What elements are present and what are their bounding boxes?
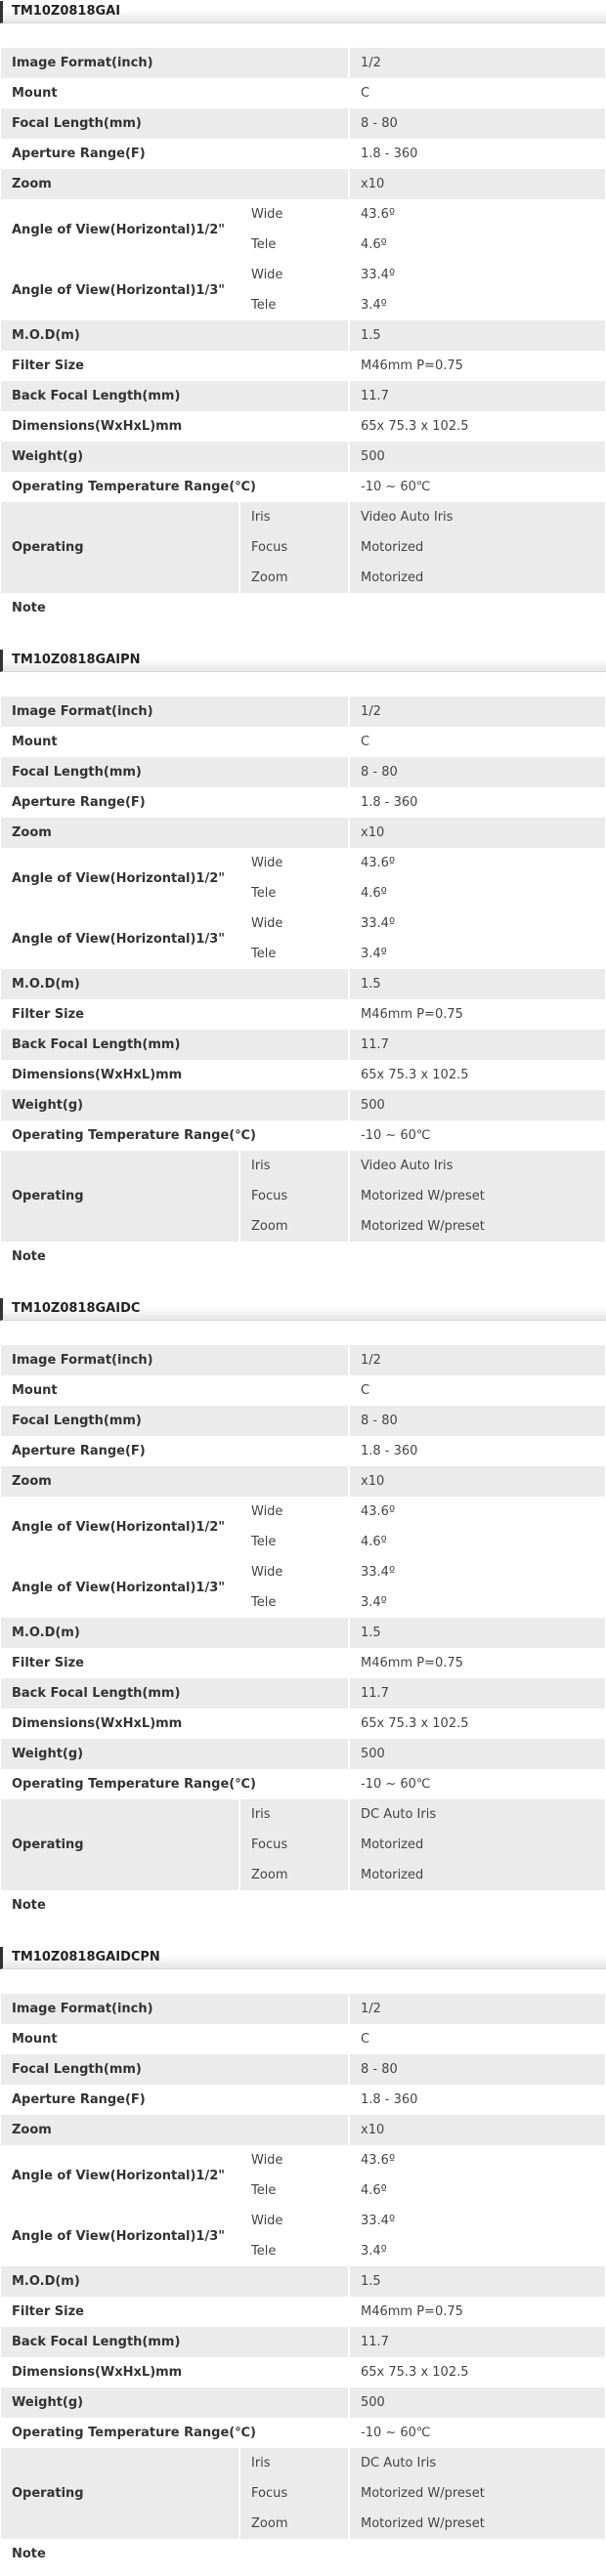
row-label: Operating <box>1 1151 238 1242</box>
row-label: Angle of View(Horizontal)1/3" <box>1 2206 238 2266</box>
table-row <box>1 1466 605 1497</box>
row-value: 11.7 <box>348 1678 605 1709</box>
product-section <box>0 650 606 1297</box>
table-row <box>1 2085 605 2115</box>
row-label: Operating <box>1 2448 238 2539</box>
row-sublabel: Wide <box>238 2206 348 2236</box>
row-value: x10 <box>348 818 605 848</box>
table-row <box>1 727 605 757</box>
row-sublabel: Zoom <box>238 1211 348 1242</box>
row-label: Weight(g) <box>1 1739 348 1769</box>
row-value: Video Auto Iris <box>348 502 605 532</box>
row-value: C <box>348 727 605 757</box>
row-label: Operating <box>1 502 238 593</box>
row-sublabel: Focus <box>238 1181 348 1211</box>
table-row <box>1 472 605 502</box>
row-label: Mount <box>1 727 348 757</box>
product-title: TM10Z0818GAIPN <box>0 650 606 672</box>
table-row <box>1 2297 605 2327</box>
table-row <box>1 2418 605 2448</box>
row-label: Image Format(inch) <box>1 697 348 727</box>
table-row <box>1 1151 605 1181</box>
table-row <box>1 502 605 532</box>
row-value: x10 <box>348 1466 605 1497</box>
row-sublabel: Tele <box>238 939 348 969</box>
table-row <box>1 1739 605 1769</box>
row-label: Angle of View(Horizontal)1/2" <box>1 199 238 260</box>
row-label: Weight(g) <box>1 442 348 472</box>
table-row <box>1 2054 605 2085</box>
row-label: Operating <box>1 1799 238 1890</box>
table-row <box>1 199 605 230</box>
row-sublabel: Wide <box>238 908 348 939</box>
row-value: 4.6º <box>348 2175 605 2206</box>
row-sublabel: Tele <box>238 1587 348 1618</box>
table-row <box>1 139 605 169</box>
row-label: Aperture Range(F) <box>1 2085 348 2115</box>
row-sublabel: Zoom <box>238 2509 348 2539</box>
row-label: Dimensions(WxHxL)mm <box>1 1709 348 1739</box>
row-label: Filter Size <box>1 1648 348 1678</box>
product-title: TM10Z0818GAIDC <box>0 1298 606 1321</box>
row-label: Mount <box>1 78 348 108</box>
row-label: M.O.D(m) <box>1 320 348 351</box>
table-row <box>1 969 605 999</box>
row-value: 1/2 <box>348 1345 605 1375</box>
row-sublabel: Wide <box>238 1497 348 1527</box>
row-value: 65x 75.3 x 102.5 <box>348 411 605 442</box>
row-value: 8 - 80 <box>348 2054 605 2085</box>
table-row <box>1 1497 605 1527</box>
table-row <box>1 1678 605 1709</box>
spacer <box>0 1969 606 1994</box>
row-value: 1.5 <box>348 1618 605 1648</box>
table-row <box>1 78 605 108</box>
row-label: Dimensions(WxHxL)mm <box>1 411 348 442</box>
row-value: Motorized W/preset <box>348 1211 605 1242</box>
row-label: M.O.D(m) <box>1 1618 348 1648</box>
table-row <box>1 320 605 351</box>
note-label: Note <box>1 2539 605 2569</box>
row-label: M.O.D(m) <box>1 2266 348 2297</box>
row-label: Mount <box>1 1375 348 1406</box>
table-row <box>1 1120 605 1151</box>
row-label: Operating Temperature Range(℃) <box>1 1120 348 1151</box>
table-row <box>1 1994 605 2024</box>
row-sublabel: Iris <box>238 1151 348 1181</box>
row-value: 11.7 <box>348 2327 605 2357</box>
row-value: 33.4º <box>348 1557 605 1587</box>
row-value: -10 ~ 60℃ <box>348 2418 605 2448</box>
row-label: Angle of View(Horizontal)1/3" <box>1 908 238 969</box>
table-row <box>1 442 605 472</box>
row-value: 65x 75.3 x 102.5 <box>348 2357 605 2387</box>
row-value: 43.6º <box>348 848 605 878</box>
row-value: M46mm P=0.75 <box>348 999 605 1030</box>
row-value: M46mm P=0.75 <box>348 351 605 381</box>
table-row <box>1 108 605 139</box>
table-row <box>1 1436 605 1466</box>
row-value: DC Auto Iris <box>348 2448 605 2478</box>
table-row <box>1 697 605 727</box>
table-row <box>1 908 605 939</box>
row-value: Motorized <box>348 1860 605 1890</box>
table-row <box>1 1375 605 1406</box>
product-title: TM10Z0818GAIDCPN <box>0 1947 606 1969</box>
note-label: Note <box>1 1242 605 1272</box>
row-sublabel: Wide <box>238 1557 348 1587</box>
table-row <box>1 1769 605 1799</box>
table-row <box>1 2115 605 2145</box>
table-row <box>1 351 605 381</box>
table-row <box>1 1618 605 1648</box>
row-value: -10 ~ 60℃ <box>348 1120 605 1151</box>
row-value: 1.5 <box>348 2266 605 2297</box>
table-row <box>1 2357 605 2387</box>
table-row <box>1 411 605 442</box>
row-value: 1.8 - 360 <box>348 139 605 169</box>
spacer <box>0 23 606 48</box>
row-label: Back Focal Length(mm) <box>1 1030 348 1060</box>
row-label: Focal Length(mm) <box>1 108 348 139</box>
row-label: Zoom <box>1 818 348 848</box>
row-sublabel: Wide <box>238 848 348 878</box>
row-sublabel: Focus <box>238 1830 348 1860</box>
row-value: 1.8 - 360 <box>348 2085 605 2115</box>
row-value: 11.7 <box>348 1030 605 1060</box>
row-value: 1.5 <box>348 969 605 999</box>
row-value: 1.5 <box>348 320 605 351</box>
row-value: 11.7 <box>348 381 605 411</box>
row-label: Zoom <box>1 2115 348 2145</box>
row-value: M46mm P=0.75 <box>348 1648 605 1678</box>
table-row <box>1 2266 605 2297</box>
row-label: Image Format(inch) <box>1 1994 348 2024</box>
row-label: Aperture Range(F) <box>1 139 348 169</box>
row-value: M46mm P=0.75 <box>348 2297 605 2327</box>
row-label: Angle of View(Horizontal)1/3" <box>1 1557 238 1618</box>
table-row <box>1 2024 605 2054</box>
row-value: Motorized W/preset <box>348 2478 605 2509</box>
row-value: Motorized <box>348 532 605 563</box>
table-row <box>1 999 605 1030</box>
table-row <box>1 1648 605 1678</box>
table-row <box>1 1345 605 1375</box>
row-value: 8 - 80 <box>348 757 605 787</box>
row-value: x10 <box>348 169 605 199</box>
row-value: 43.6º <box>348 1497 605 1527</box>
row-label: Zoom <box>1 1466 348 1497</box>
row-label: Angle of View(Horizontal)1/2" <box>1 848 238 908</box>
row-value: 500 <box>348 1090 605 1120</box>
row-label: Image Format(inch) <box>1 48 348 78</box>
row-value: 500 <box>348 442 605 472</box>
row-value: 4.6º <box>348 230 605 260</box>
row-label: Weight(g) <box>1 2387 348 2418</box>
row-label: Filter Size <box>1 351 348 381</box>
row-value: 65x 75.3 x 102.5 <box>348 1709 605 1739</box>
row-label: Filter Size <box>1 999 348 1030</box>
row-label: Angle of View(Horizontal)1/2" <box>1 2145 238 2206</box>
row-value: Motorized <box>348 563 605 593</box>
row-sublabel: Iris <box>238 502 348 532</box>
row-label: M.O.D(m) <box>1 969 348 999</box>
row-value: C <box>348 1375 605 1406</box>
row-label: Image Format(inch) <box>1 1345 348 1375</box>
table-row <box>1 1060 605 1090</box>
row-value: Video Auto Iris <box>348 1151 605 1181</box>
product-title: TM10Z0818GAI <box>0 1 606 23</box>
row-label: Focal Length(mm) <box>1 1406 348 1436</box>
row-value: Motorized W/preset <box>348 2509 605 2539</box>
row-value: 1/2 <box>348 48 605 78</box>
row-sublabel: Zoom <box>238 1860 348 1890</box>
product-section <box>0 1 606 649</box>
row-value: 1.8 - 360 <box>348 1436 605 1466</box>
row-value: 8 - 80 <box>348 1406 605 1436</box>
row-value: 4.6º <box>348 1527 605 1557</box>
table-row <box>1 2327 605 2357</box>
table-row <box>1 1557 605 1587</box>
row-label: Angle of View(Horizontal)1/3" <box>1 260 238 320</box>
row-sublabel: Zoom <box>238 563 348 593</box>
row-label: Operating Temperature Range(℃) <box>1 472 348 502</box>
row-value: Motorized <box>348 1830 605 1860</box>
note-label: Note <box>1 593 605 623</box>
row-value: 500 <box>348 1739 605 1769</box>
row-label: Zoom <box>1 169 348 199</box>
table-row <box>1 260 605 290</box>
row-value: 500 <box>348 2387 605 2418</box>
table-row <box>1 1242 605 1272</box>
row-label: Back Focal Length(mm) <box>1 381 348 411</box>
row-sublabel: Tele <box>238 2175 348 2206</box>
table-row <box>1 2448 605 2478</box>
product-section <box>0 1298 606 1946</box>
row-label: Operating Temperature Range(℃) <box>1 1769 348 1799</box>
row-sublabel: Focus <box>238 2478 348 2509</box>
table-row <box>1 1890 605 1921</box>
row-sublabel: Tele <box>238 290 348 320</box>
table-row <box>1 2387 605 2418</box>
table-row <box>1 1406 605 1436</box>
row-label: Back Focal Length(mm) <box>1 2327 348 2357</box>
row-value: 4.6º <box>348 878 605 908</box>
row-sublabel: Iris <box>238 2448 348 2478</box>
row-sublabel: Iris <box>238 1799 348 1830</box>
row-sublabel: Tele <box>238 2236 348 2266</box>
row-value: x10 <box>348 2115 605 2145</box>
row-value: 33.4º <box>348 260 605 290</box>
row-label: Back Focal Length(mm) <box>1 1678 348 1709</box>
row-value: 33.4º <box>348 2206 605 2236</box>
row-value: 8 - 80 <box>348 108 605 139</box>
row-value: 1/2 <box>348 697 605 727</box>
row-label: Aperture Range(F) <box>1 1436 348 1466</box>
row-value: -10 ~ 60℃ <box>348 472 605 502</box>
product-section <box>0 1947 606 2576</box>
row-value: 3.4º <box>348 1587 605 1618</box>
row-value: 1/2 <box>348 1994 605 2024</box>
table-row <box>1 2539 605 2569</box>
table-row <box>1 757 605 787</box>
row-value: C <box>348 78 605 108</box>
table-row <box>1 2206 605 2236</box>
row-sublabel: Focus <box>238 532 348 563</box>
row-label: Operating Temperature Range(℃) <box>1 2418 348 2448</box>
row-value: 3.4º <box>348 939 605 969</box>
row-value: C <box>348 2024 605 2054</box>
note-label: Note <box>1 1890 605 1921</box>
row-label: Mount <box>1 2024 348 2054</box>
table-row <box>1 1709 605 1739</box>
spec-page <box>0 1 606 2576</box>
table-row <box>1 169 605 199</box>
row-sublabel: Tele <box>238 878 348 908</box>
table-row <box>1 1799 605 1830</box>
table-row <box>1 818 605 848</box>
row-label: Angle of View(Horizontal)1/2" <box>1 1497 238 1557</box>
row-sublabel: Wide <box>238 260 348 290</box>
row-value: 43.6º <box>348 199 605 230</box>
table-row <box>1 848 605 878</box>
row-value: 43.6º <box>348 2145 605 2175</box>
row-value: 65x 75.3 x 102.5 <box>348 1060 605 1090</box>
row-value: -10 ~ 60℃ <box>348 1769 605 1799</box>
table-row <box>1 381 605 411</box>
spec-table <box>1 1994 605 2569</box>
row-value: 33.4º <box>348 908 605 939</box>
row-sublabel: Tele <box>238 1527 348 1557</box>
row-label: Aperture Range(F) <box>1 787 348 818</box>
spec-table <box>1 1345 605 1921</box>
row-label: Filter Size <box>1 2297 348 2327</box>
table-row <box>1 2145 605 2175</box>
row-sublabel: Wide <box>238 199 348 230</box>
table-row <box>1 593 605 623</box>
table-row <box>1 1090 605 1120</box>
row-label: Focal Length(mm) <box>1 2054 348 2085</box>
row-label: Dimensions(WxHxL)mm <box>1 2357 348 2387</box>
row-sublabel: Tele <box>238 230 348 260</box>
spacer <box>0 672 606 697</box>
row-value: DC Auto Iris <box>348 1799 605 1830</box>
table-row <box>1 787 605 818</box>
row-value: 1.8 - 360 <box>348 787 605 818</box>
row-label: Focal Length(mm) <box>1 757 348 787</box>
table-row <box>1 1030 605 1060</box>
spec-table <box>1 697 605 1272</box>
row-sublabel: Wide <box>238 2145 348 2175</box>
spec-table <box>1 48 605 623</box>
row-label: Dimensions(WxHxL)mm <box>1 1060 348 1090</box>
spacer <box>0 1321 606 1345</box>
row-value: 3.4º <box>348 2236 605 2266</box>
row-value: Motorized W/preset <box>348 1181 605 1211</box>
table-row <box>1 48 605 78</box>
row-value: 3.4º <box>348 290 605 320</box>
row-label: Weight(g) <box>1 1090 348 1120</box>
